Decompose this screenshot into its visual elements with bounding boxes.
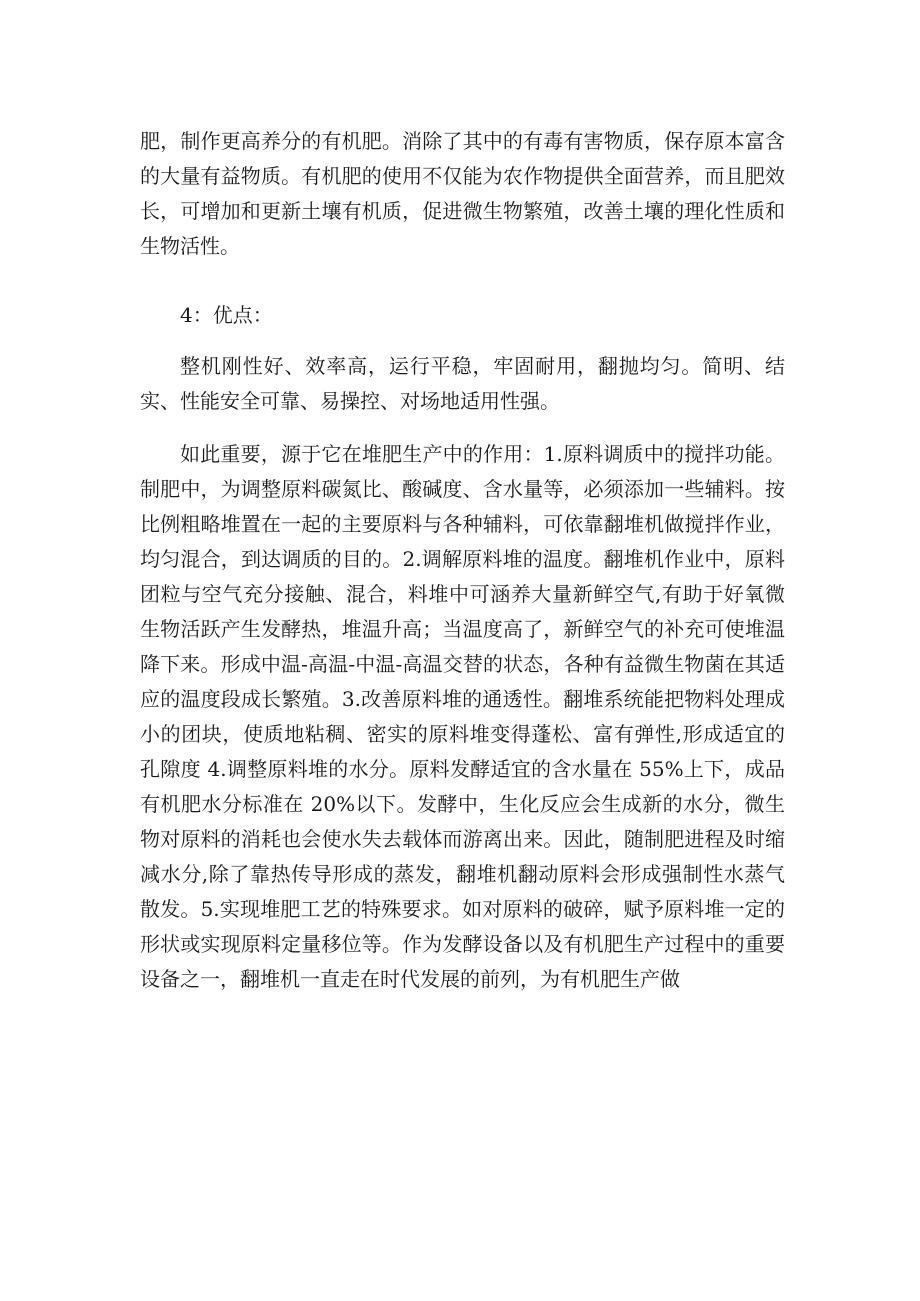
paragraph-fertilizer-benefits: 肥，制作更高养分的有机肥。消除了其中的有毒有害物质，保存原本富含的大量有益物质。有机肥的使用不仅能为农作物提供全面营养，而且肥效长，可增加和更新土壤有机质，促进微生物繁殖，改善土壤的理化性质和生物活性。 — [140, 129, 785, 258]
paragraph-turner-functions: 如此重要，源于它在堆肥生产中的作用：1.原料调质中的搅拌功能。制肥中，为调整原料碳氮比、酸碱度、含水量等，必须添加一些辅料。按比例粗略堆置在一起的主要原料与各种辅料，可依靠翻堆机做搅拌作业，均匀混合，到达调质的目的。2.调解原料堆的温度。翻堆机作业中，原料团粒与空气充分接触、混合，料堆中可涵养大量新鲜空气,有助于好氧微生物活跃产生发酵热，堆温升高；当温度高了，新鲜空气的补充可使堆温降下来。形成中温-高温-中温-高温交替的状态，各种有益微生物菌在其适应的温度段成长繁殖。3.改善原料堆的通透性。翻堆系统能把物料处理成小的团块，使质地粘稠、密实的原料堆变得蓬松、富有弹性,形成适宜的孔隙度 4.调整原料堆的水分。原料发酵适宜的含水量在 55%上下，成品有机肥水分标准在 20%以下。发酵中，生化反应会生成新的水分，微生物对原料的消耗也会使水失去载体而游离出来。因此，随制肥进程及时缩减水分,除了靠热传导形成的蒸发，翻堆机翻动原料会形成强制性水蒸气散发。5.实现堆肥工艺的特殊要求。如对原料的破碎，赋予原料堆一定的形状或实现原料定量移位等。作为发酵设备以及有机肥生产过程中的重要设备之一，翻堆机一直走在时代发展的前列，为有机肥生产做 — [140, 442, 785, 991]
paragraph-advantages: 整机刚性好、效率高，运行平稳，牢固耐用，翻抛均匀。简明、结实、性能安全可靠、易操控、对场地适用性强。 — [140, 354, 785, 413]
section-heading-advantages: 4：优点： — [180, 303, 273, 327]
